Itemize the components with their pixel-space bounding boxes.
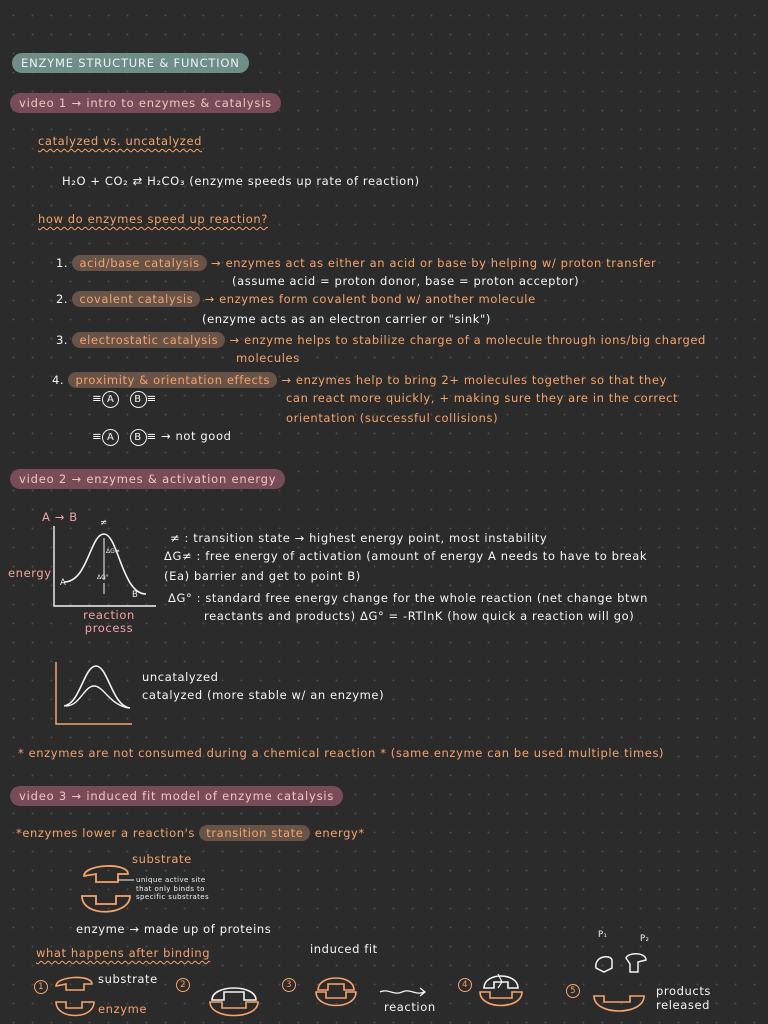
substrate-shape <box>56 977 92 990</box>
mechanism-item <box>56 256 656 270</box>
item-text-line3: orientation (successful collisions) <box>286 411 499 425</box>
item-text-line2: molecules <box>236 351 300 365</box>
def-text: transition state → highest energy point, most instability <box>193 531 548 545</box>
molecule-b-icon: B <box>130 391 147 408</box>
def-symbol: ≠ : <box>170 531 189 545</box>
item-number: 4. <box>52 373 65 387</box>
reaction-arrow-icon <box>378 986 428 998</box>
page-title: ENZYME STRUCTURE & FUNCTION <box>12 53 249 73</box>
enzyme-shape <box>82 896 130 912</box>
good-orientation-sketch: ≡ A B ≡ <box>92 391 157 408</box>
products-released-label: products released <box>656 984 712 1012</box>
uncatalyzed-label: uncatalyzed <box>142 670 219 684</box>
product-p1-shape <box>596 957 612 972</box>
ts-symbol: ≠ <box>100 518 108 528</box>
catalyzed-vs-uncatalyzed: catalyzed vs. uncatalyzed <box>38 134 203 148</box>
item-text: enzymes form covalent bond w/ another molecule <box>219 292 536 306</box>
after-binding-heading: what happens after binding <box>36 946 211 960</box>
mechanism-item <box>52 373 667 387</box>
bad-orientation-sketch: ≡ A B ≡ → not good <box>92 429 231 446</box>
enzyme-shape <box>56 1002 94 1016</box>
diagram-axes <box>54 526 156 606</box>
mechanism-item <box>56 333 706 347</box>
point-a-label: A <box>60 578 67 588</box>
step1-enzyme-label: enzyme <box>98 1002 148 1016</box>
def-text: barrier and get to point B) <box>193 569 361 583</box>
dg-ts-label: ΔG≠ <box>106 548 120 555</box>
def-text: reactants and products) ΔG° = -RTlnK (how quick a reaction will go) <box>204 609 635 623</box>
item-term: acid/base catalysis <box>72 255 206 271</box>
item-term: covalent catalysis <box>72 291 200 307</box>
statement-pre: *enzymes lower a reaction's <box>16 826 195 840</box>
point-b-label: B <box>132 590 139 600</box>
step5-sketch <box>590 944 650 1022</box>
substrate-shape <box>484 976 518 988</box>
enzyme-shape <box>210 1002 258 1016</box>
step1-sketch <box>52 970 98 1022</box>
def-symbol: (Ea) <box>164 569 190 583</box>
step-number: 5 <box>566 984 580 998</box>
item-arrow: → <box>211 256 222 270</box>
item-arrow: → <box>204 292 215 306</box>
reaction-equation: H₂O + CO₂ ⇄ H₂CO₃ (enzyme speeds up rate of reaction) <box>62 174 420 188</box>
catalysis-comparison-graph <box>54 660 134 728</box>
item-text: enzyme helps to stabilize charge of a molecule through ions/big charged <box>244 333 706 347</box>
item-number: 3. <box>56 333 69 347</box>
item-text: enzymes act as either an acid or base by helping w/ proton transfer <box>225 256 657 270</box>
step4-sketch <box>476 964 526 1014</box>
enzyme-shape <box>316 992 356 1006</box>
reaction-process-label: reaction process <box>83 608 135 635</box>
molecule-a-icon: A <box>102 391 119 408</box>
product-p2-label: P₂ <box>640 934 650 944</box>
product-p1-label: P₁ <box>598 930 608 940</box>
step-number: 2 <box>176 978 190 992</box>
mechanism-item <box>56 292 536 306</box>
statement-post: energy* <box>314 826 365 840</box>
item-text-line2: (enzyme acts as an electron carrier or "sink") <box>202 312 491 326</box>
enzyme-note: enzyme → made up of proteins <box>76 922 272 936</box>
def-text: standard free energy change for the whole reaction (net change btwn <box>205 591 648 605</box>
def-symbol: ΔG≠ : <box>164 549 201 563</box>
def-row <box>164 549 647 563</box>
def-row <box>164 569 361 583</box>
def-row <box>204 609 634 623</box>
energy-axis-label: energy <box>8 566 52 580</box>
step-number: 1 <box>34 980 48 994</box>
transition-state-statement <box>16 826 365 840</box>
substrate-shape <box>212 988 256 1000</box>
how-heading: how do enzymes speed up reaction? <box>38 212 269 226</box>
not-good-label: → not good <box>161 429 232 443</box>
step3-sketch <box>312 966 360 1016</box>
step-number: 4 <box>458 978 472 992</box>
def-row <box>170 531 547 545</box>
enzyme-shape <box>594 996 644 1011</box>
item-text: enzymes help to bring 2+ molecules together so that they <box>295 373 668 387</box>
graph-axes <box>56 662 132 724</box>
item-number: 1. <box>56 256 69 270</box>
dg0-label: ΔG° <box>97 574 109 581</box>
substrate-shape <box>318 978 354 990</box>
def-row <box>168 591 648 605</box>
molecule-b-icon: B <box>130 429 147 446</box>
product-p2-shape <box>626 954 646 972</box>
def-text: free energy of activation (amount of energy A needs to have to break <box>205 549 648 563</box>
item-arrow: → <box>281 373 292 387</box>
item-arrow: → <box>229 333 240 347</box>
molecule-a-icon: A <box>102 429 119 446</box>
induced-fit-label: induced fit <box>310 942 378 956</box>
item-term: proximity & orientation effects <box>68 372 277 388</box>
substrate-label: substrate <box>132 852 192 866</box>
enzyme-shape <box>480 992 522 1006</box>
active-site-note: unique active site that only binds to specific substrates <box>136 876 210 901</box>
step-number: 3 <box>282 978 296 992</box>
item-number: 2. <box>56 292 69 306</box>
def-symbol: ΔG° : <box>168 591 202 605</box>
not-consumed-note: * enzymes are not consumed during a chemical reaction * (same enzyme can be used multiple times) <box>18 746 665 760</box>
statement-term: transition state <box>199 825 310 841</box>
reaction-a-to-b: A → B <box>42 510 78 524</box>
reaction-label: reaction <box>384 1000 436 1014</box>
video2-heading: video 2 → enzymes & activation energy <box>10 469 285 489</box>
enzyme-substrate-sketch <box>78 856 138 924</box>
item-term: electrostatic catalysis <box>72 332 225 348</box>
video1-heading: video 1 → intro to enzymes & catalysis <box>10 93 281 113</box>
item-text-line2: can react more quickly, + making sure they are in the correct <box>286 391 679 405</box>
energy-curve <box>64 534 146 594</box>
catalyzed-label: catalyzed (more stable w/ an enzyme) <box>142 688 385 702</box>
energy-diagram <box>50 520 160 610</box>
item-text-line2: (assume acid = proton donor, base = proton acceptor) <box>232 274 580 288</box>
video3-heading: video 3 → induced fit model of enzyme catalysis <box>10 786 343 806</box>
step1-substrate-label: substrate <box>98 972 158 986</box>
step2-sketch <box>206 978 262 1020</box>
